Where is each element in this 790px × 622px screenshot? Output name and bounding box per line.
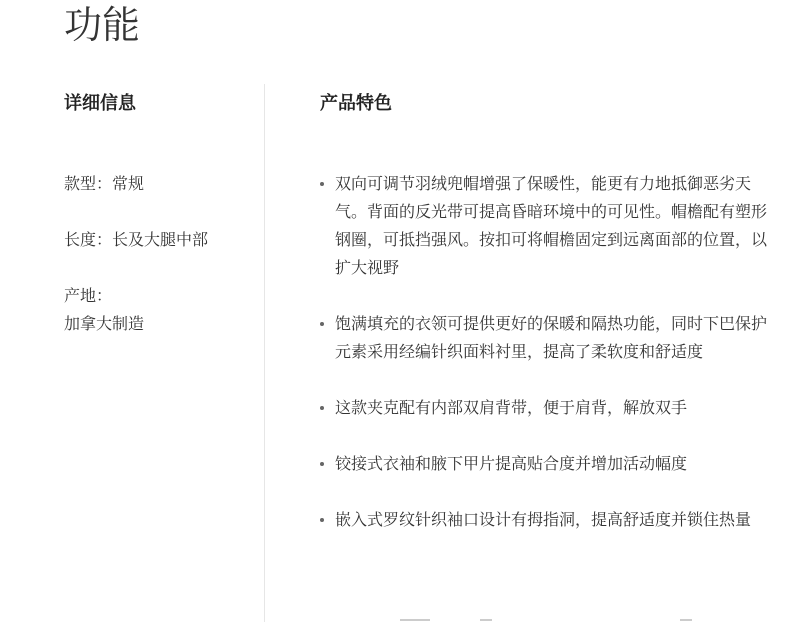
detail-origin-label: 产地： (64, 286, 113, 305)
detail-origin-value: 加拿大制造 (64, 314, 145, 333)
bullet-icon (320, 322, 324, 326)
cut-off-next-line (400, 614, 700, 622)
details-list (64, 170, 254, 338)
bullet-icon (320, 182, 324, 186)
details-heading: 详细信息 (64, 93, 136, 114)
feature-text: 这款夹克配有内部双肩背带，便于肩背，解放双手 (335, 398, 688, 417)
column-divider (264, 84, 265, 622)
feature-item (320, 506, 770, 534)
feature-text: 饱满填充的衣领可提供更好的保暖和隔热功能，同时下巴保护元素采用经编针织面料衬里，提高了柔软度和舒适度 (335, 314, 768, 361)
detail-item-fit: 款型：常规 (64, 174, 145, 193)
feature-text: 铰接式衣袖和腋下甲片提高贴合度并增加活动幅度 (335, 454, 688, 473)
feature-item (320, 170, 770, 282)
bullet-icon (320, 406, 324, 410)
details-section (64, 90, 254, 366)
page-title: 功能 (64, 3, 141, 47)
detail-item-length: 长度：长及大腿中部 (64, 230, 209, 249)
feature-item (320, 450, 770, 478)
features-section (320, 90, 770, 562)
feature-text: 双向可调节羽绒兜帽增强了保暖性，能更有力地抵御恶劣天气。背面的反光带可提高昏暗环境中的可见性。帽檐配有塑形钢圈，可抵挡强风。按扣可将帽檐固定到远离面部的位置，以扩大视野 (335, 174, 768, 277)
feature-item (320, 310, 770, 366)
features-list (320, 170, 770, 534)
detail-item-origin (64, 282, 254, 338)
feature-item (320, 394, 770, 422)
features-heading: 产品特色 (320, 93, 392, 114)
bullet-icon (320, 462, 324, 466)
feature-text: 嵌入式罗纹针织袖口设计有拇指洞，提高舒适度并锁住热量 (335, 510, 752, 529)
bullet-icon (320, 518, 324, 522)
